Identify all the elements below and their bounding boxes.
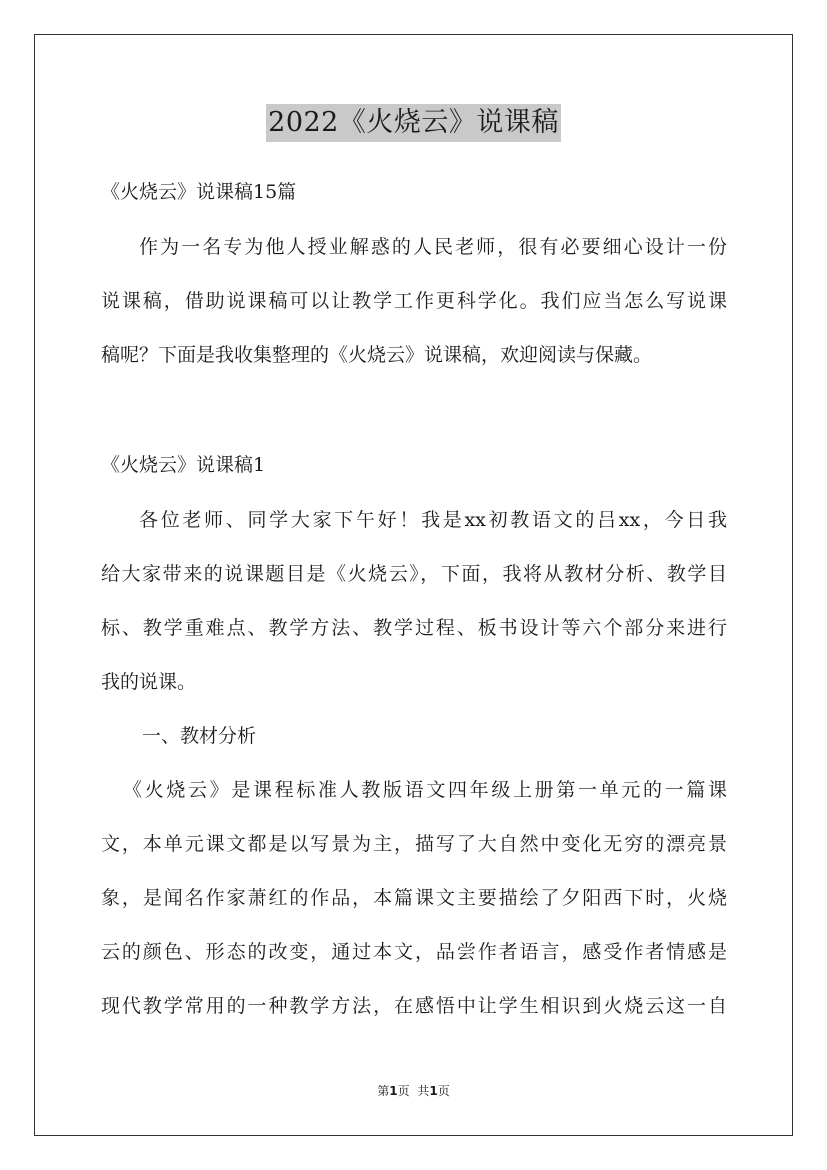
part1-line-1: 《火烧云》是课程标准人教版语文四年级上册第一单元的一篇课	[123, 779, 727, 801]
part1-heading: 一、教材分析	[142, 725, 257, 747]
page-number: 1	[389, 1084, 398, 1098]
total-label-suffix: 页	[437, 1084, 450, 1098]
intro-line-3: 稿呢？下面是我收集整理的《火烧云》说课稿，欢迎阅读与保藏。	[101, 344, 653, 366]
part1-line-3: 象，是闻名作家萧红的作品，本篇课文主要描绘了夕阳西下时，火烧	[101, 887, 727, 909]
part1-line-5: 现代教学常用的一种教学方法，在感悟中让学生相识到火烧云这一自	[101, 995, 727, 1017]
part1-line-2: 文，本单元课文都是以写景为主，描写了大自然中变化无穷的漂亮景	[101, 833, 727, 855]
part1-line-4: 云的颜色、形态的改变，通过本文，品尝作者语言，感受作者情感是	[101, 941, 727, 963]
section1-heading: 《火烧云》说课稿1	[101, 454, 266, 476]
section1-line-3: 标、教学重难点、教学方法、教学过程、板书设计等六个部分来进行	[101, 617, 727, 639]
page-label-suffix: 页	[397, 1084, 410, 1098]
section1-line-4: 我的说课。	[101, 671, 197, 693]
page-footer	[0, 1082, 827, 1099]
section1-line-1: 各位老师、同学大家下午好！我是xx初教语文的吕xx，今日我	[139, 509, 727, 531]
document-title: 2022《火烧云》说课稿	[266, 104, 561, 142]
title-container	[0, 104, 827, 142]
page-label-prefix: 第	[377, 1084, 390, 1098]
total-pages: 1	[429, 1084, 438, 1098]
document-subtitle: 《火烧云》说课稿15篇	[101, 181, 297, 203]
section1-line-2: 给大家带来的说课题目是《火烧云》，下面，我将从教材分析、教学目	[101, 563, 727, 585]
intro-line-2: 说课稿，借助说课稿可以让教学工作更科学化。我们应当怎么写说课	[101, 290, 727, 312]
total-label-prefix: 共	[417, 1084, 430, 1098]
intro-line-1: 作为一名专为他人授业解惑的人民老师，很有必要细心设计一份	[139, 236, 727, 258]
